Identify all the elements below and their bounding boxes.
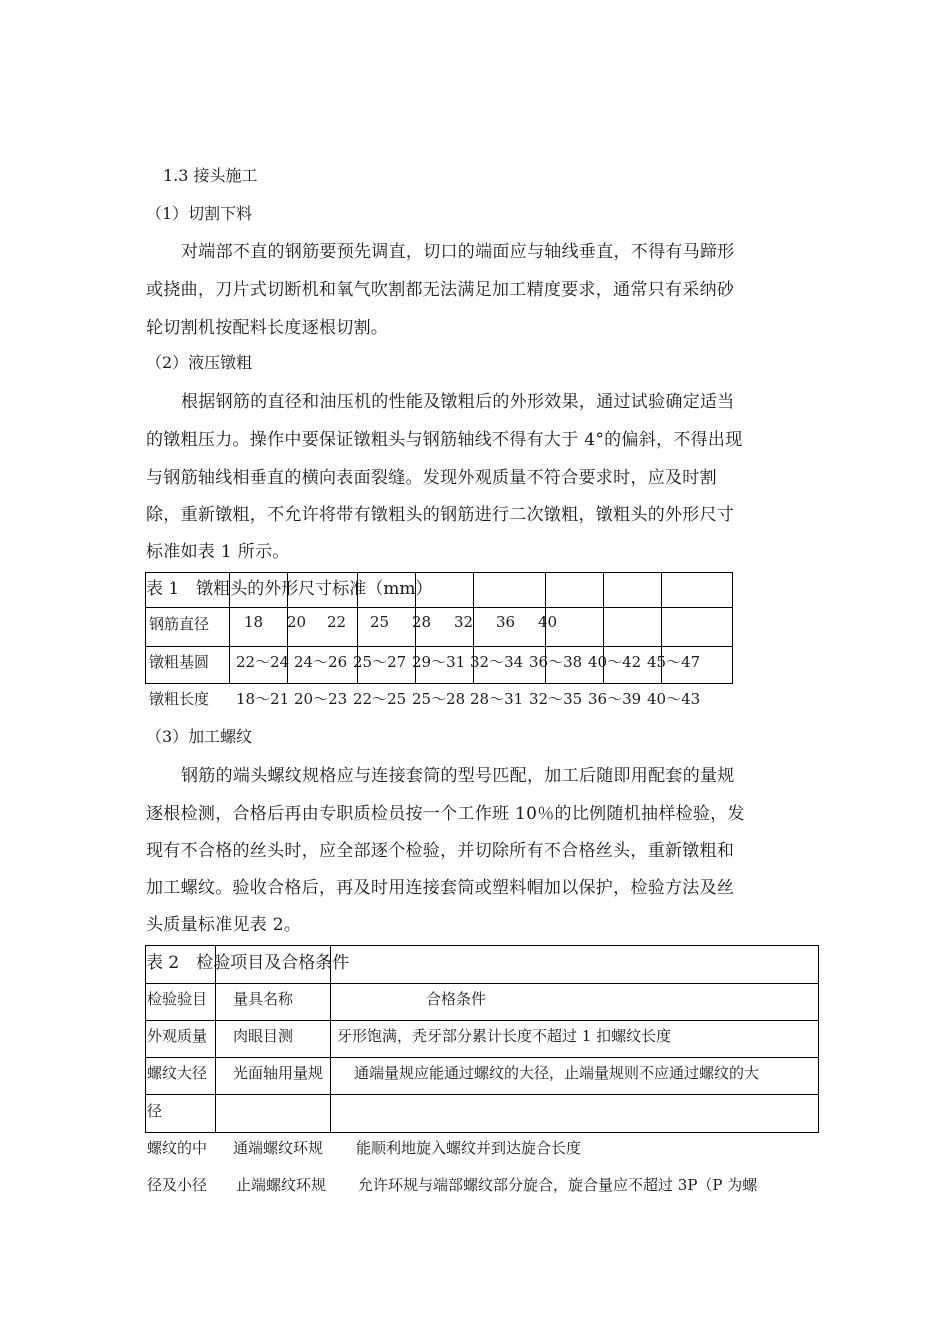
table-cell: 螺纹的中 xyxy=(147,1139,208,1157)
table-rule xyxy=(145,683,733,684)
table-cell: 18 xyxy=(244,613,264,631)
table-cell: 28 xyxy=(412,613,432,631)
paragraph-line: 或挠曲，刀片式切断机和氧气吹割都无法满足加工精度要求，通常只有采纳砂 xyxy=(146,280,735,300)
subheading-cutting: （1）切割下料 xyxy=(146,204,253,223)
paragraph-line: 对端部不直的钢筋要预先调直，切口的端面应与轴线垂直，不得有马蹄形 xyxy=(181,242,735,262)
table-rule xyxy=(145,983,819,984)
table-rule xyxy=(145,607,733,608)
paragraph-line: 的镦粗压力。操作中要保证镦粗头与钢筋轴线不得有大于 4°的偏斜，不得出现 xyxy=(146,430,743,450)
table-caption: 表 2 检验项目及合格条件 xyxy=(146,953,350,973)
table-cell: 29～31 xyxy=(412,653,466,671)
table-cell: 肉眼目测 xyxy=(233,1027,294,1045)
paragraph-line: 逐根检测，合格后再由专职质检员按一个工作班 10％的比例随机抽样检验，发 xyxy=(146,804,745,824)
table-cell: 光面轴用量规 xyxy=(233,1064,324,1082)
table-caption: 表 1 镦粗头的外形尺寸标准（mm） xyxy=(146,579,433,599)
table-cell: 40～43 xyxy=(647,690,701,708)
table-cell: 20～23 xyxy=(294,690,348,708)
paragraph-line: 头质量标准见表 2。 xyxy=(146,915,302,935)
table-cell: 36～38 xyxy=(529,653,583,671)
column-header: 检验验目 xyxy=(147,990,208,1008)
table-cell: 径 xyxy=(147,1102,163,1120)
column-header: 量具名称 xyxy=(233,990,294,1008)
table-cell: 牙形饱满，秃牙部分累计长度不超过 1 扣螺纹长度 xyxy=(337,1027,672,1045)
table-cell: 36～39 xyxy=(588,690,642,708)
table-cell: 32～34 xyxy=(470,653,524,671)
table-rule xyxy=(145,572,733,573)
table-rule xyxy=(818,945,819,1132)
table-cell: 通端量规应能通过螺纹的大径，止端量规则不应通过螺纹的大 xyxy=(354,1064,760,1082)
table-cell: 25～27 xyxy=(353,653,407,671)
table-rule xyxy=(330,945,331,1132)
table-cell: 32～35 xyxy=(529,690,583,708)
table-rule xyxy=(732,572,733,683)
table-cell: 40～42 xyxy=(588,653,642,671)
table-cell: 25～28 xyxy=(412,690,466,708)
table-cell: 22～25 xyxy=(353,690,407,708)
table-cell: 32 xyxy=(454,613,474,631)
table-cell: 外观质量 xyxy=(147,1027,208,1045)
table-rule xyxy=(145,646,733,647)
table-cell: 允许环规与端部螺纹部分旋合，旋合量应不超过 3P（P 为螺 xyxy=(358,1176,758,1194)
paragraph-line: 轮切割机按配料长度逐根切割。 xyxy=(146,318,389,338)
table-cell: 40 xyxy=(538,613,558,631)
subheading-upsetting: （2）液压镦粗 xyxy=(146,353,253,372)
table-rule xyxy=(145,1094,819,1095)
paragraph-line: 标准如表 1 所示。 xyxy=(146,542,290,562)
section-title: 1.3 接头施工 xyxy=(163,166,258,185)
subheading-threading: （3）加工螺纹 xyxy=(146,727,253,746)
table-cell: 24～26 xyxy=(294,653,348,671)
table-cell: 能顺利地旋入螺纹并到达旋合长度 xyxy=(356,1139,582,1157)
paragraph-line: 除，重新镦粗，不允许将带有镦粗头的钢筋进行二次镦粗，镦粗头的外形尺寸 xyxy=(146,505,735,525)
table-cell: 20 xyxy=(287,613,307,631)
table-cell: 18～21 xyxy=(236,690,290,708)
row-label: 镦粗长度 xyxy=(149,690,210,708)
paragraph-line: 根据钢筋的直径和油压机的性能及镦粗后的外形效果，通过试验确定适当 xyxy=(181,392,735,412)
table-cell: 止端螺纹环规 xyxy=(236,1176,327,1194)
paragraph-line: 加工螺纹。验收合格后，再及时用连接套筒或塑料帽加以保护，检验方法及丝 xyxy=(146,878,735,898)
table-cell: 36 xyxy=(496,613,516,631)
paragraph-line: 现有不合格的丝头时，应全部逐个检验，并切除所有不合格丝头，重新镦粗和 xyxy=(146,841,735,861)
table-cell: 22 xyxy=(327,613,347,631)
table-cell: 45～47 xyxy=(647,653,701,671)
paragraph-line: 钢筋的端头螺纹规格应与连接套筒的型号匹配，加工后随即用配套的量规 xyxy=(181,766,735,786)
table-cell: 28～31 xyxy=(470,690,524,708)
table-rule xyxy=(145,1132,819,1133)
column-header: 合格条件 xyxy=(426,990,487,1008)
table-rule xyxy=(145,945,819,946)
row-label: 钢筋直径 xyxy=(149,615,210,633)
table-cell: 25 xyxy=(370,613,390,631)
table-cell: 通端螺纹环规 xyxy=(233,1139,324,1157)
row-label: 镦粗基圆 xyxy=(149,653,210,671)
table-rule xyxy=(145,1020,819,1021)
table-rule xyxy=(145,945,146,1132)
table-rule xyxy=(215,945,216,1132)
table-rule xyxy=(145,1057,819,1058)
table-cell: 22～24 xyxy=(236,653,290,671)
table-cell: 螺纹大径 xyxy=(147,1064,208,1082)
paragraph-line: 与钢筋轴线相垂直的横向表面裂缝。发现外观质量不符合要求时，应及时割 xyxy=(146,468,717,488)
table-cell: 径及小径 xyxy=(147,1176,208,1194)
